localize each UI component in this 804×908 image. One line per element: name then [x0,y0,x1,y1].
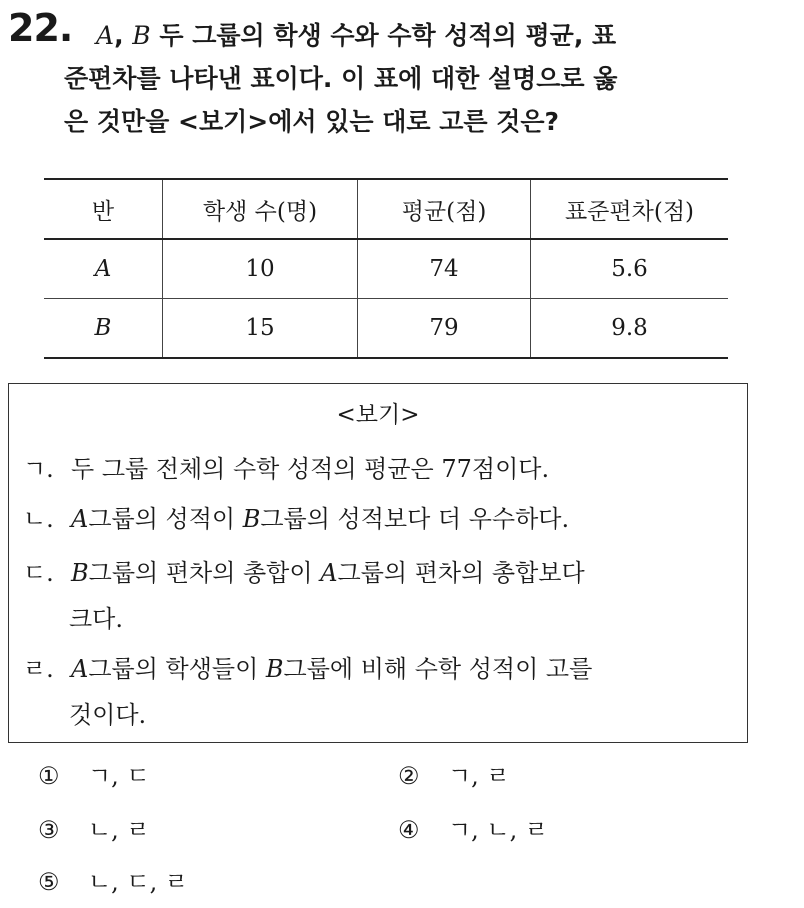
cell-students: 15 [163,299,358,359]
choice-text: ㄱ, ㄴ, ㄹ [448,816,549,844]
choice-4[interactable] [398,810,548,845]
bogi-item-rieul [23,646,747,738]
choice-text: ㄱ, ㄷ [88,762,150,790]
bogi-box [8,383,748,743]
bogi-mark: ㄱ. [23,455,54,483]
header-mean: 평균(점) [358,179,531,239]
choice-5[interactable] [38,862,188,897]
bogi-mark: ㄹ. [23,655,54,683]
bogi-text: 그룹의 성적보다 더 우수하다. [260,505,570,533]
question-line-3: 은 것만을 <보기>에서 있는 대로 고른 것은? [64,107,560,136]
table-row [44,299,728,359]
header-class: 반 [91,198,115,225]
bogi-variable: A [71,655,89,683]
bogi-mark: ㄴ. [23,505,54,533]
choice-text: ㄱ, ㄹ [448,762,510,790]
bogi-variable: B [265,655,284,683]
cell-class: A [94,256,112,282]
choice-1[interactable] [38,756,150,791]
choice-number: ③ [38,816,60,844]
variable-a: A [96,21,115,50]
bogi-item-nieun [23,496,747,542]
cell-students: 10 [163,239,358,299]
choice-3[interactable] [38,810,150,845]
question-line-1 [96,14,796,57]
bogi-text: 두 그룹 전체의 수학 성적의 평균은 77점이다. [71,455,550,483]
question-line-1-text: 두 그룹의 학생 수와 수학 성적의 평균, 표 [150,21,617,50]
question-number: 22. [8,6,73,50]
choice-number: ① [38,762,60,790]
cell-sd: 5.6 [531,239,729,299]
bogi-item-giyeok [23,446,747,492]
bogi-variable: B [71,559,89,587]
bogi-mark: ㄷ. [23,559,54,587]
choice-number: ② [398,762,420,790]
cell-sd: 9.8 [531,299,729,359]
bogi-text: 그룹의 성적이 [88,505,243,533]
table-header-row [44,179,728,239]
header-students: 학생 수(명) [163,179,358,239]
question-stem [64,14,796,143]
variable-separator: , [114,21,133,50]
choice-number: ⑤ [38,868,60,896]
choice-number: ④ [398,816,420,844]
bogi-variable: A [320,559,338,587]
choice-text: ㄴ, ㄹ [88,816,150,844]
bogi-item-digeut [23,550,747,642]
bogi-text: 그룹의 학생들이 [88,655,266,683]
cell-class: B [94,315,112,341]
question-line-2: 준편차를 나타낸 표이다. 이 표에 대한 설명으로 옳 [64,64,618,93]
table-row [44,239,728,299]
bogi-continuation: 것이다. [69,701,147,729]
bogi-text: 그룹에 비해 수학 성적이 고를 [283,655,593,683]
bogi-variable: B [242,505,261,533]
bogi-text: 그룹의 편차의 총합보다 [337,559,585,587]
bogi-title: <보기> [336,402,420,428]
choice-2[interactable] [398,756,510,791]
cell-mean: 79 [358,299,531,359]
bogi-text: 그룹의 편차의 총합이 [88,559,321,587]
choice-text: ㄴ, ㄷ, ㄹ [88,868,189,896]
bogi-continuation: 크다. [69,605,123,633]
stats-table [44,178,728,359]
header-sd: 표준편차(점) [531,179,729,239]
bogi-variable: A [71,505,89,533]
variable-b: B [132,21,151,50]
cell-mean: 74 [358,239,531,299]
